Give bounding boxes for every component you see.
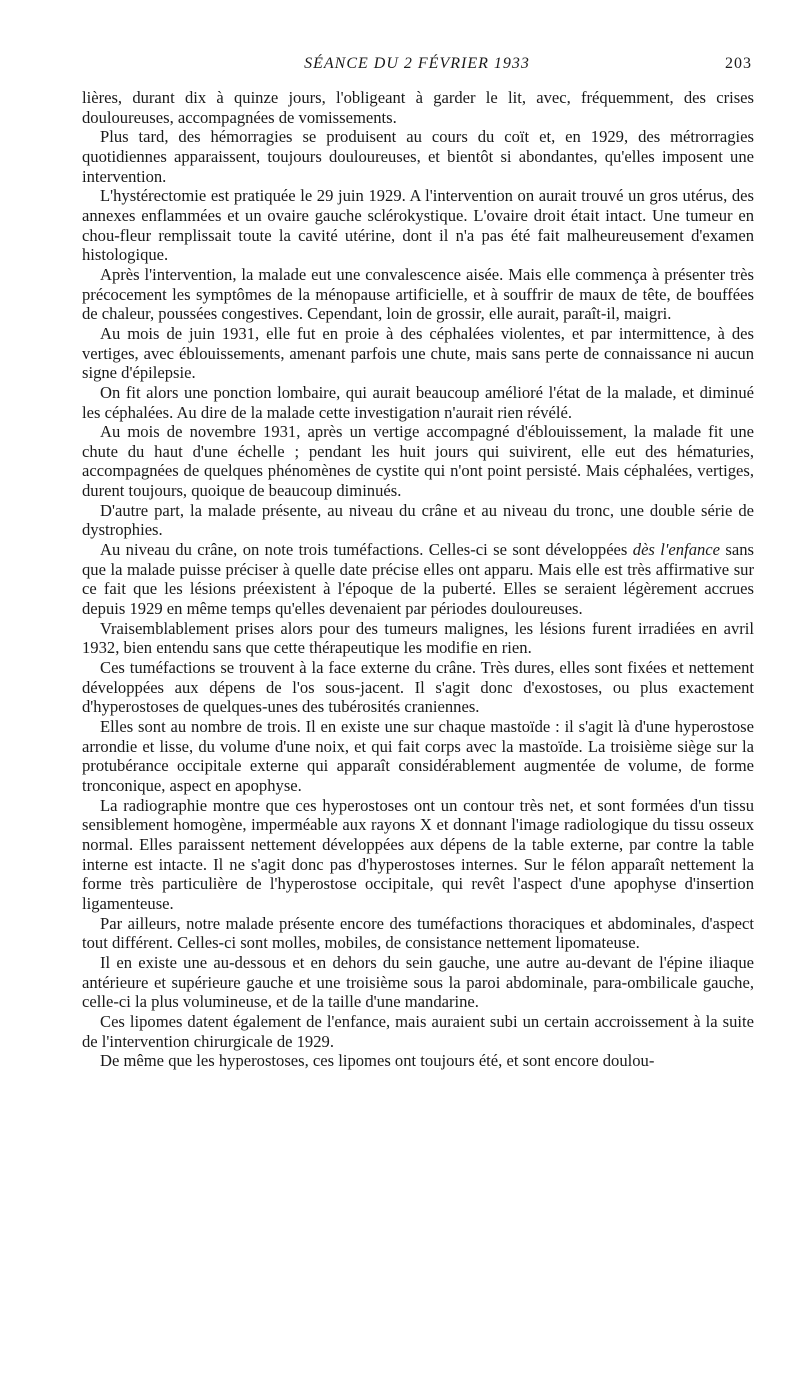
paragraph: Au mois de juin 1931, elle fut en proie à des céphalées violentes, et par intermittence, à des vertiges, avec éblouissements, amenant parfois une chute, mais sans perte de connaissance ni aucun signe d'épilepsie. (82, 323, 754, 383)
paragraph: Par ailleurs, notre malade présente encore des tuméfactions thoraciques et abdominales, d'aspect tout différent. Celles-ci sont molles, mobiles, de consistance nettement lipomateuse. (82, 913, 754, 953)
paragraph: Plus tard, des hémorragies se produisent au cours du coït et, en 1929, des métrorragies quotidiennes apparaissent, toujours douloureuses, et bientôt si abondantes, qu'elles imposent une intervention. (82, 127, 754, 186)
running-title: SÉANCE DU 2 FÉVRIER 1933 (304, 55, 530, 72)
paragraph: Ces tuméfactions se trouvent à la face externe du crâne. Très dures, elles sont fixées et nettement développées aux dépens de l'os sous-jacent. Il s'agit donc d'exostoses, ou plus exactement d'hyperostoses de quelques-unes des tubérosités craniennes. (82, 658, 754, 717)
paragraph: Ces lipomes datent également de l'enfance, mais auraient subi un certain accroissement à la suite de l'intervention chirurgicale de 1929. (82, 1011, 754, 1051)
paragraph: Au mois de novembre 1931, après un vertige accompagné d'éblouissement, la malade fit une chute du haut d'une échelle ; pendant les huit jours qui suivirent, elle eut des hématuries, accompagnées de quelques phénomènes de cystite qui n'ont point persisté. Mais céphalées, vertiges, durent toujours, quoique de beaucoup diminués. (82, 422, 754, 501)
paragraph: Il en existe une au-dessous et en dehors du sein gauche, une autre au-devant de l'épine iliaque antérieure et supérieure gauche et une troisième sous la paroi abdominale, para-ombilicale gauche, celle-ci la plus volumineuse, et de la taille d'une mandarine. (82, 952, 754, 1012)
paragraph-text: Au niveau du crâne, on note trois tuméfactions. Celles-ci se sont développées (100, 540, 633, 560)
paragraph: On fit alors une ponction lombaire, qui aurait beaucoup amélioré l'état de la malade, et diminué les céphalées. Au dire de la malade cette investigation n'aurait rien révélé. (82, 382, 754, 422)
italic-phrase: dès l'enfance (632, 540, 721, 560)
paragraph: Vraisemblablement prises alors pour des tumeurs malignes, les lésions furent irradiées en avril 1932, bien entendu sans que cette thérapeutique les modifie en rien. (82, 618, 754, 658)
paragraph: La radiographie montre que ces hyperostoses ont un contour très net, et sont formées d'un tissu sensiblement homogène, imperméable aux rayons X et donnant l'image radiologique du tissu osseux normal. Elles paraissent nettement développées aux dépens de la table externe, par contre la table interne est intacte. Il ne s'agit donc pas d'hyperostoses internes. Sur le félon apparaît nettement la forme très particulière de l'hyperostose occipitale, qui revêt l'aspect d'une apophyse d'insertion ligamenteuse. (82, 795, 754, 913)
paragraph: lières, durant dix à quinze jours, l'obligeant à garder le lit, avec, fréquemment, des crises douloureuses, accompagnées de vomissements. (82, 88, 754, 127)
running-head (82, 55, 752, 81)
paragraph: D'autre part, la malade présente, au niveau du crâne et au niveau du tronc, une double série de dystrophies. (82, 500, 754, 540)
article-body (82, 88, 754, 1071)
paragraph: De même que les hyperostoses, ces lipomes ont toujours été, et sont encore doulou- (100, 1051, 655, 1071)
page-number: 203 (725, 55, 752, 72)
paragraph: Elles sont au nombre de trois. Il en existe une sur chaque mastoïde : il s'agit là d'une hyperostose arrondie et lisse, du volume d'une noix, et qui fait corps avec la mastoïde. La troisième siège sur la protubérance occipitale externe qui apparaît considérablement augmentée de volume, de forme tronconique, aspect en apophyse. (82, 717, 754, 795)
paragraph (82, 540, 754, 619)
paragraph-text: sans que la malade puisse préciser à quelle date précise elles ont apparu. Mais elle est très affirmative sur ce fait que les lésions préexistent à l'époque de la puberté. Elles se seraient légèrement accrues depuis 1929 en même temps qu'elles devenaient par périodes douloureuses. (82, 540, 754, 619)
paragraph: L'hystérectomie est pratiquée le 29 juin 1929. A l'intervention on aurait trouvé un gros utérus, des annexes enflammées et un ovaire gauche sclérokystique. L'ovaire droit était intact. Une tumeur en chou-fleur remplissait toute la cavité utérine, dont il n'a pas été fait malheureusement d'examen histologique. (82, 186, 754, 265)
paragraph: Après l'intervention, la malade eut une convalescence aisée. Mais elle commença à présenter très précocement les symptômes de la ménopause artificielle, et à souffrir de maux de tête, de bouffées de chaleur, poussées congestives. Cependant, loin de grossir, elle aurait, paraît-il, maigri. (82, 264, 754, 324)
